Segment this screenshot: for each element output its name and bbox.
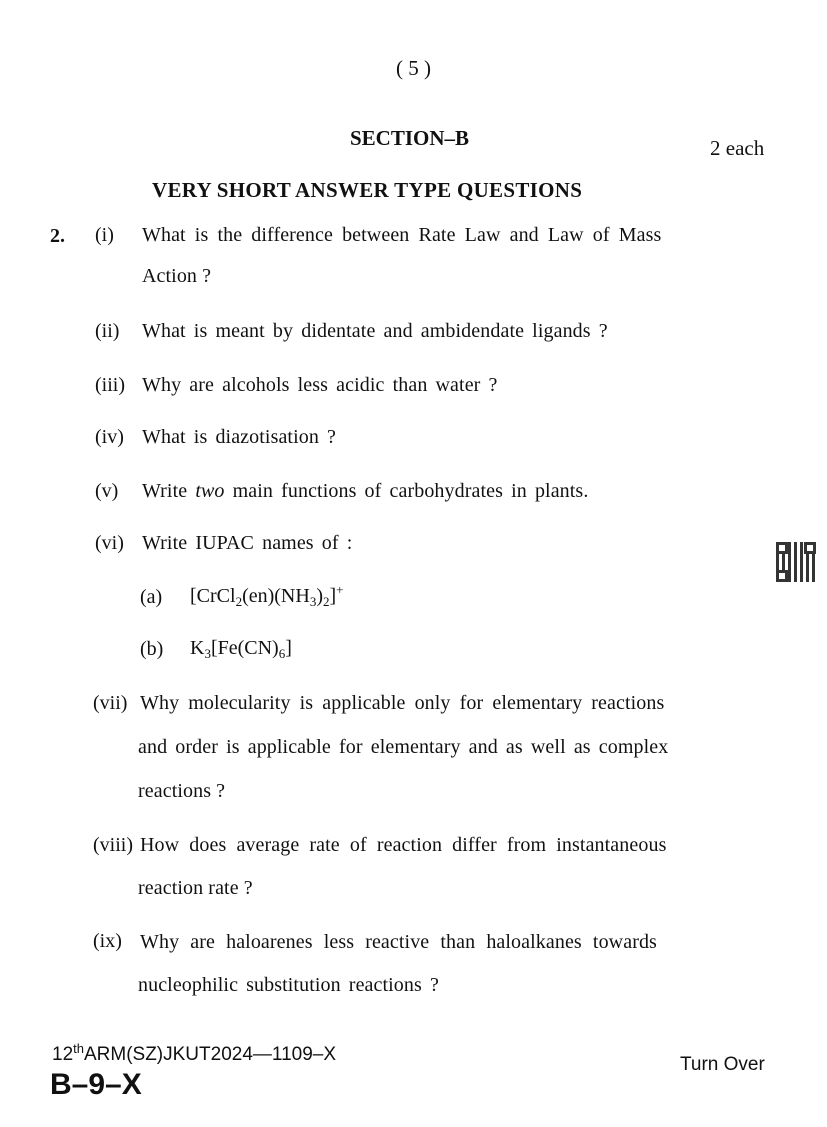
question-text: Action ? [142,265,212,287]
part-label: (vii) [93,692,128,714]
part-label: (vi) [95,532,124,554]
marks-label: 2 each [710,136,765,160]
part-label: (i) [95,224,114,246]
question-text: What is meant by didentate and ambidendate ligands ? [142,320,608,342]
paper-code: 12thARM(SZ)JKUT2024—1109–X [52,1041,337,1065]
question-number: 2. [50,225,65,247]
part-label: (viii) [93,834,133,856]
question-text: How does average rate of reaction differ from instantaneous [140,834,667,856]
question-text: What is diazotisation ? [142,426,337,448]
sub-part-label: (b) [140,638,164,660]
part-label: (ix) [93,930,122,952]
sub-part-label: (a) [140,586,163,608]
formula-b: $K_3[Fe(CN)_6]$ [190,637,292,661]
qr-code [776,542,816,582]
question-text: What is the difference between Rate Law and Law of Mass [142,224,662,246]
turn-over-label: Turn Over [680,1054,765,1075]
section-subtitle: VERY SHORT ANSWER TYPE QUESTIONS [152,178,583,202]
part-label: (iv) [95,426,124,448]
part-label: (ii) [95,320,120,342]
question-text: Write two main functions of carbohydrates in plants. [142,480,589,502]
question-text: Why molecularity is applicable only for elementary reactions [140,692,665,714]
question-text: reactions ? [138,780,226,802]
question-text: Write IUPAC names of : [142,532,353,554]
formula-a: $[CrCl_2(en)(NH_3)_2]^+$ [190,582,344,609]
question-text: Why are alcohols less acidic than water ? [142,374,498,396]
paper-id: B–9–X [50,1068,142,1101]
question-text: nucleophilic substitution reactions ? [138,974,439,996]
question-text: Why are haloarenes less reactive than haloalkanes towards [140,931,657,953]
section-title: SECTION–B [350,126,470,150]
question-text: reaction rate ? [138,877,253,899]
part-label: (v) [95,480,119,502]
question-text: and order is applicable for elementary and as well as complex [138,736,669,758]
page-number: ( 5 ) [396,56,431,80]
part-label: (iii) [95,374,125,396]
